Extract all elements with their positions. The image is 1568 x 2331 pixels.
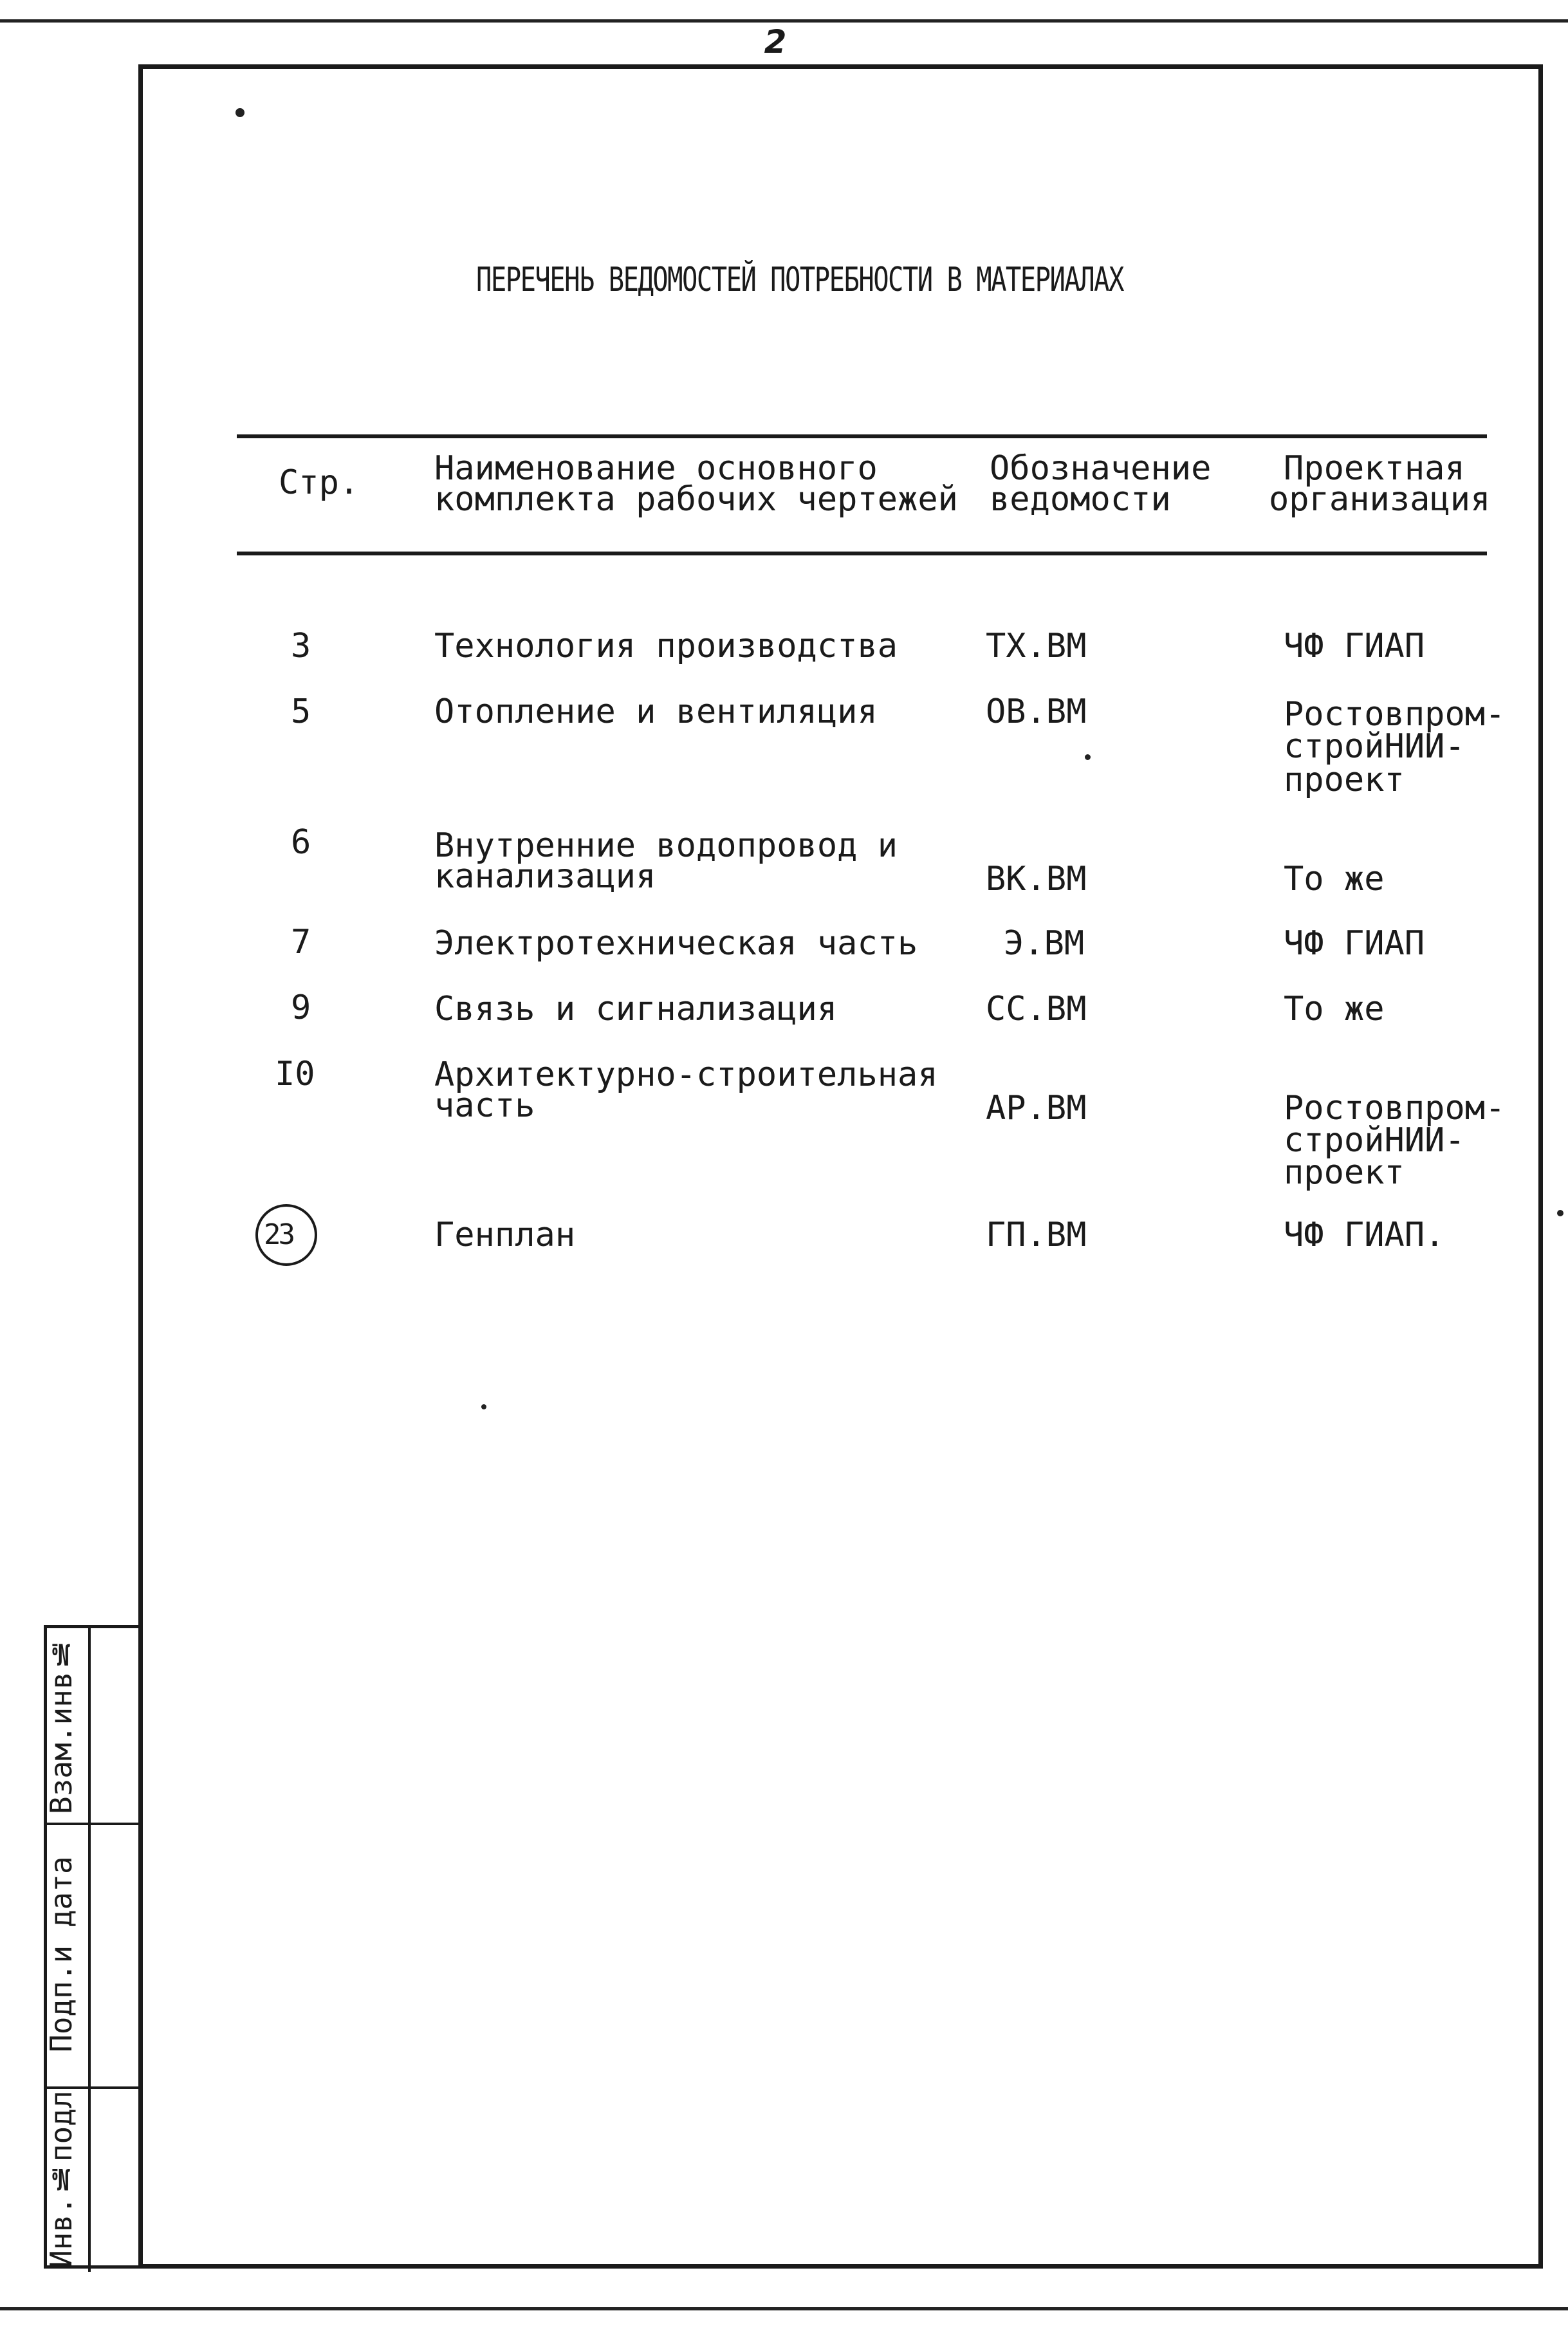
row-5-name: Связь и сигнализация	[434, 990, 838, 1028]
table-header-rule	[237, 552, 1487, 555]
side-stamp	[44, 1625, 138, 2269]
row-5-code: СС.ВМ	[986, 990, 1087, 1028]
row-6-org-line3: проект	[1284, 1153, 1405, 1192]
row-2-code: ОВ.ВМ	[986, 692, 1087, 731]
row-4-code: Э.ВМ	[1004, 924, 1085, 963]
stamp-label-replacement-inv: Взам.инв№	[44, 1637, 78, 1814]
row-6-name-line1: Архитектурно-строительная	[434, 1055, 938, 1094]
row-2-org-line1: Ростовпром-	[1284, 695, 1506, 734]
header-org-line2: организация	[1269, 480, 1491, 519]
stamp-label-signature-date: Подп.и дата	[44, 1856, 78, 2053]
row-3-page: 6	[291, 823, 311, 862]
row-3-name-line2: канализация	[434, 857, 656, 896]
row-1-org: ЧФ ГИАП	[1284, 627, 1425, 665]
row-5-page: 9	[291, 989, 311, 1027]
row-6-org-line2: стройНИИ-	[1284, 1121, 1465, 1160]
row-2-org-line2: стройНИИ-	[1284, 727, 1465, 766]
bottom-rule	[0, 2307, 1568, 2310]
scan-speck	[1085, 754, 1091, 760]
header-name-line1: Наименование основного	[434, 449, 878, 488]
row-3-name-line1: Внутренние водопровод и	[434, 826, 898, 865]
row-4-name: Электротехническая часть	[434, 924, 918, 963]
row-6-name-line2: часть	[434, 1086, 535, 1125]
row-1-page: 3	[291, 627, 311, 665]
scan-speck	[1557, 1210, 1563, 1216]
row-6-org-line1: Ростовпром-	[1284, 1089, 1506, 1128]
row-4-org: ЧФ ГИАП	[1284, 924, 1425, 963]
row-1-name: Технология производства	[434, 627, 898, 665]
row-7-code: ГП.ВМ	[986, 1216, 1087, 1254]
table-top-rule	[237, 434, 1487, 438]
scan-speck	[481, 1404, 486, 1409]
row-6-code: АР.ВМ	[986, 1089, 1087, 1128]
header-org-line1: Проектная	[1284, 449, 1465, 488]
row-5-org: То же	[1284, 990, 1385, 1028]
row-2-org-line3: проект	[1284, 761, 1405, 799]
stamp-label-original-inv: Инв.№подл	[44, 2090, 78, 2268]
header-name-line2: комплекта рабочих чертежей	[434, 480, 958, 519]
row-1-code: ТХ.ВМ	[986, 627, 1087, 665]
row-4-page: 7	[291, 923, 311, 961]
row-7-org: ЧФ ГИАП.	[1284, 1216, 1445, 1254]
row-2-page: 5	[291, 692, 311, 731]
scan-speck	[235, 108, 244, 117]
document-title: ПЕРЕЧЕНЬ ВЕДОМОСТЕЙ ПОТРЕБНОСТИ В МАТЕРИАЛАХ	[476, 261, 1123, 299]
row-7-name: Генплан	[434, 1216, 576, 1254]
row-2-name: Отопление и вентиляция	[434, 692, 878, 731]
header-code-line1: Обозначение	[990, 449, 1212, 488]
row-3-code: ВК.ВМ	[986, 860, 1087, 898]
row-7-page: 23	[264, 1218, 293, 1251]
header-code-line2: ведомости	[990, 480, 1171, 519]
header-page: Стр.	[279, 463, 360, 502]
row-3-org: То же	[1284, 860, 1385, 898]
row-6-page: I0	[275, 1055, 315, 1093]
sheet-number: 2	[764, 23, 787, 60]
